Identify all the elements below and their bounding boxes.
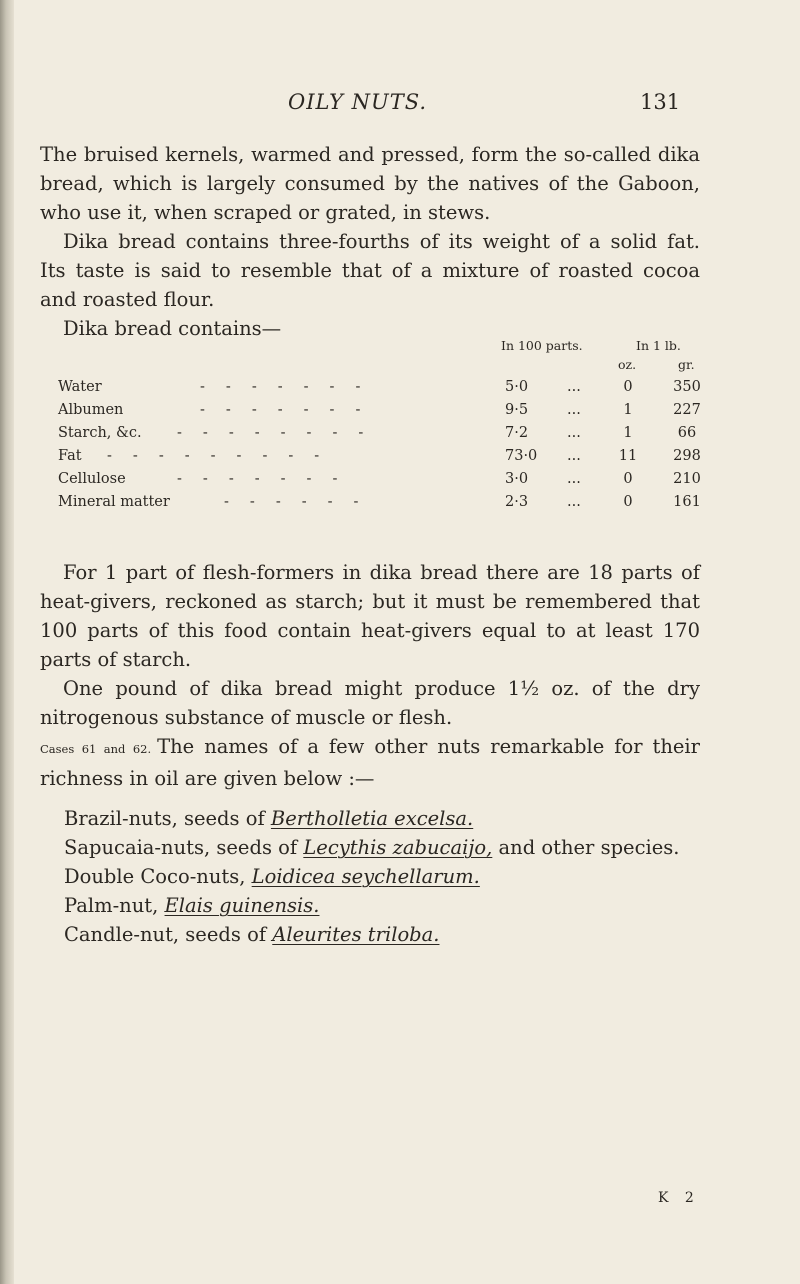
species-latin: Aleurites triloba. [272,923,440,946]
value-gr: 66 [677,425,697,441]
value-oz: 1 [623,402,633,418]
value-percent: 73·0 [505,448,538,464]
margin-note: Cases 61 and 62. [40,742,152,756]
header-percent: In 100 parts. [501,338,583,353]
paragraph-dika-bread [40,140,700,227]
value-gr: 298 [673,448,701,464]
value-oz: 11 [618,448,638,464]
species-after: and other species. [492,836,680,859]
species-latin: Loidicea seychellarum. [251,865,480,888]
species-common: Double Coco-nuts, [64,865,246,888]
leader-dots: ... [567,402,581,418]
species-common: Palm-nut, [64,894,159,917]
species-latin: Lecythis zabucaijo, [303,836,493,859]
value-percent: 3·0 [505,471,529,487]
paragraph-other-nuts [40,732,700,793]
value-gr: 227 [673,402,701,418]
running-head: OILY NUTS. [288,90,428,114]
table-row [58,494,718,517]
scan-edge [0,0,14,1284]
species-item [64,920,680,949]
page-number: 131 [640,90,681,114]
leader-dashes: - - - - - - - [177,471,346,487]
value-gr: 210 [673,471,701,487]
row-label: Water [58,379,102,395]
text-line [40,732,700,764]
table-row [58,448,718,471]
text-fragment: The names of a few other nuts remarkable for their [157,735,700,758]
row-label: Cellulose [58,471,126,487]
paragraph-flesh-formers [40,558,700,674]
leader-dashes: - - - - - - [224,494,367,510]
value-oz: 1 [623,425,633,441]
text-line: parts of starch. [40,648,192,671]
leader-dots: ... [567,471,581,487]
unit-oz: oz. [618,357,637,372]
value-oz: 0 [623,379,633,395]
species-item [64,862,680,891]
row-label: Starch, &c. [58,425,142,441]
row-label: Albumen [58,402,124,418]
text-line: heat-givers, reckoned as starch; but it must be remembered that [40,590,700,613]
species-common: Sapucaia-nuts, seeds of [64,836,298,859]
species-latin: Elais guinensis. [164,894,320,917]
row-label: Fat [58,448,82,464]
species-latin: Bertholletia excelsa. [270,807,474,830]
species-common: Candle-nut, seeds of [64,923,267,946]
species-item [64,833,680,862]
value-percent: 7·2 [505,425,529,441]
text-line: nitrogenous substance of muscle or flesh. [40,706,453,729]
leader-dashes: - - - - - - - [200,379,369,395]
leader-dots: ... [567,448,581,464]
text-line: For 1 part of flesh-formers in dika bread there are 18 parts of [63,561,700,584]
value-percent: 2·3 [505,494,529,510]
paragraph-one-pound [40,674,700,732]
species-item [64,804,680,833]
value-oz: 0 [623,494,633,510]
table-row [58,471,718,494]
table-row [58,425,718,448]
value-gr: 161 [673,494,701,510]
text-line: richness in oil are given below :— [40,767,375,790]
leader-dashes: - - - - - - - - - [107,448,328,464]
leader-dots: ... [567,494,581,510]
signature-mark: K 2 [658,1190,700,1206]
species-common: Brazil-nuts, seeds of [64,807,265,830]
text-line: bread, which is largely consumed by the natives of the Gaboon, [40,172,700,195]
text-line: The bruised kernels, warmed and pressed, form the so-called dika [40,143,700,166]
species-list [64,804,680,949]
text-line: and roasted flour. [40,288,215,311]
text-line: Dika bread contains three-fourths of its weight of a solid fat. [63,230,700,253]
header-pound: In 1 lb. [636,338,681,353]
value-percent: 9·5 [505,402,529,418]
text-line: who use it, when scraped or grated, in stews. [40,201,491,224]
leader-dashes: - - - - - - - - [177,425,372,441]
leader-dots: ... [567,425,581,441]
table-row [58,379,718,402]
text-line: Dika bread contains— [63,317,282,340]
table-row [58,402,718,425]
text-line: One pound of dika bread might produce 1½ oz. of the dry [63,677,700,700]
page-header [0,90,800,120]
leader-dots: ... [567,379,581,395]
row-label: Mineral matter [58,494,170,510]
unit-gr: gr. [678,357,695,372]
text-line: Its taste is said to resemble that of a mixture of roasted cocoa [40,259,700,282]
value-percent: 5·0 [505,379,529,395]
value-gr: 350 [673,379,701,395]
value-oz: 0 [623,471,633,487]
text-line: 100 parts of this food contain heat-givers equal to at least 170 [40,619,700,642]
species-item [64,891,680,920]
leader-dashes: - - - - - - - [200,402,369,418]
composition-table [58,338,718,518]
paragraph-fat-content [40,227,700,314]
